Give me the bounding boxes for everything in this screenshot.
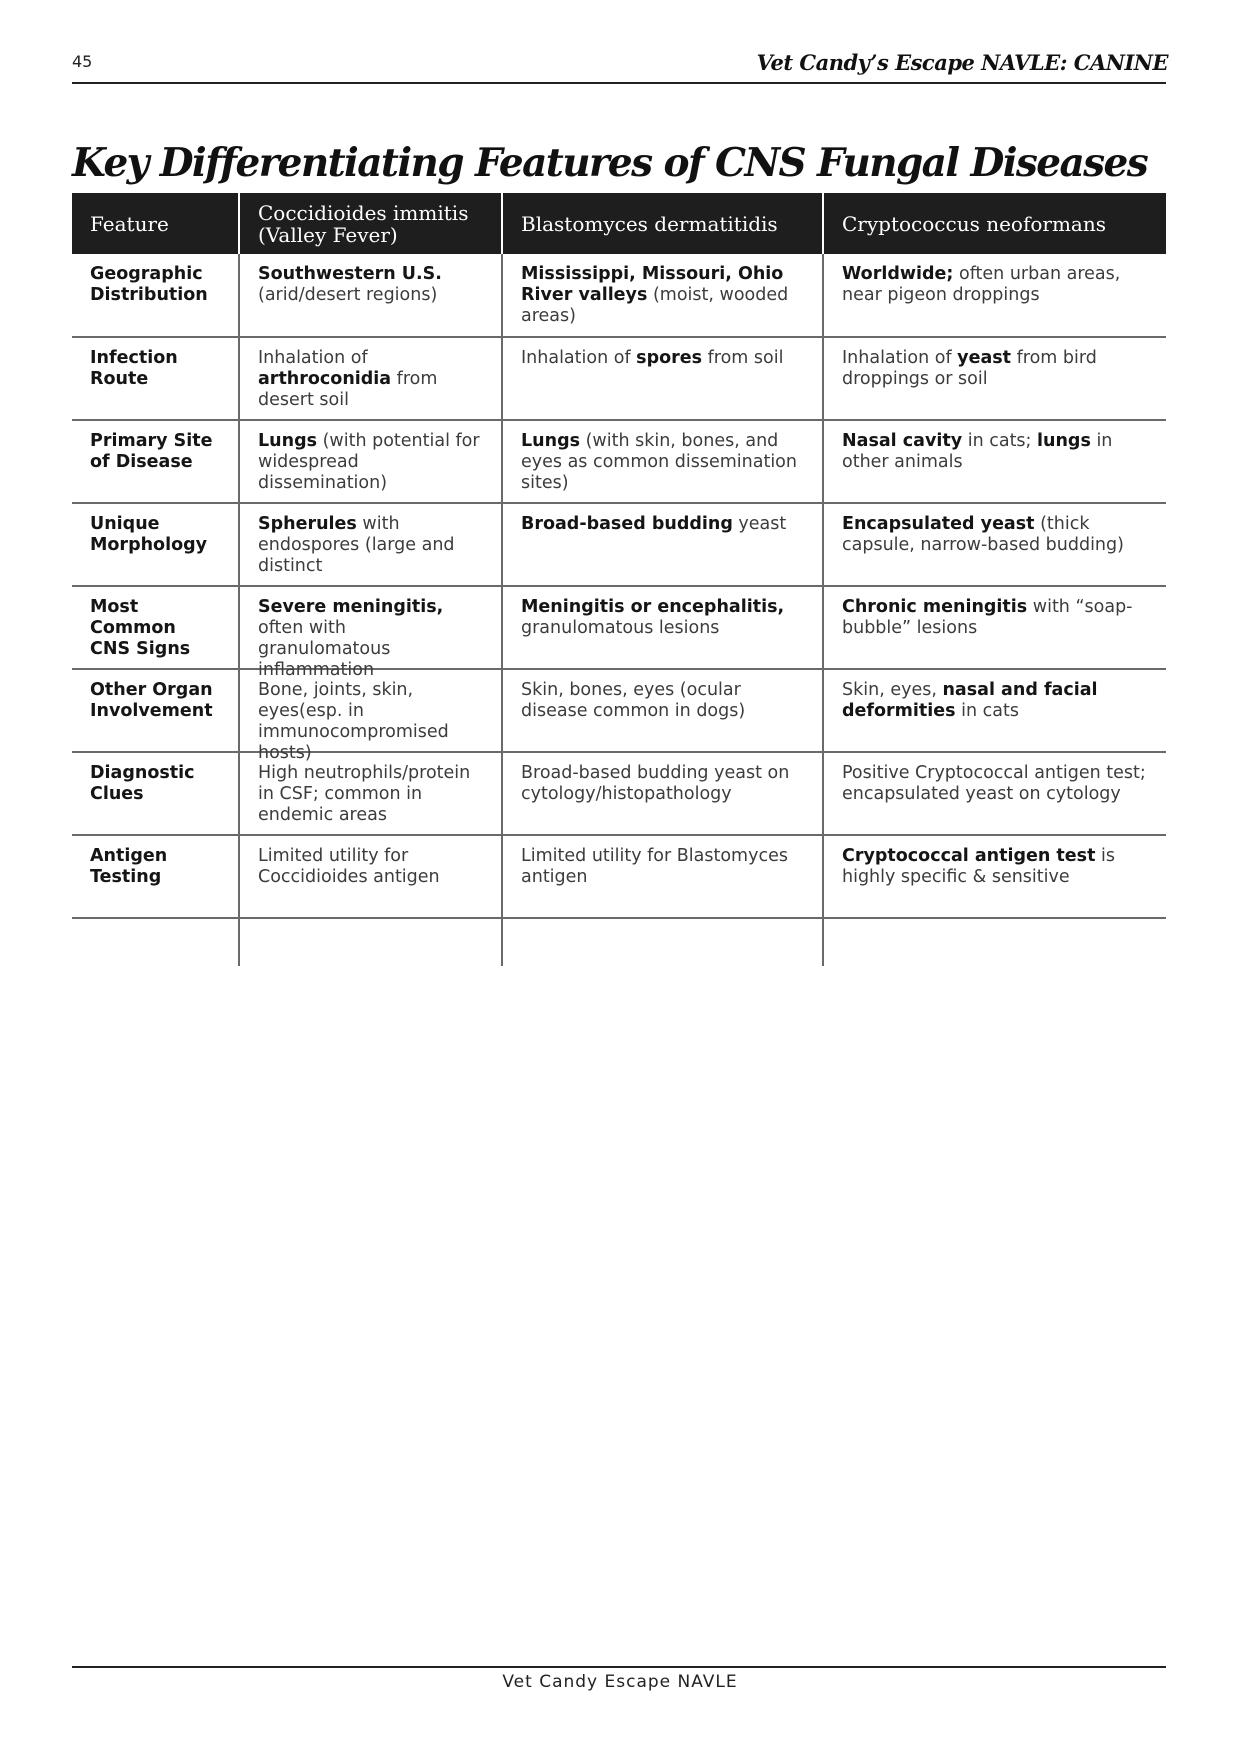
cell-text-segment: Skin, bones, eyes (ocular disease common in dogs) [521,680,746,721]
cell-cryptococcus [823,752,1166,835]
column-header-blastomyces: Blastomyces dermatitidis [502,193,823,254]
cell-text [258,763,483,826]
cell-text [258,431,483,494]
cell-blastomyces [502,420,823,503]
table-header-row [72,193,1166,254]
table-row [72,752,1166,835]
cell-text-segment: Broad-based budding yeast on cytology/histopathology [521,763,790,804]
cell-text [258,597,483,680]
cell-text-bold-segment: Broad-based budding [521,514,733,534]
cell-text-segment: (with skin, bones, and eyes as common dissemination sites) [521,431,797,493]
cell-coccidioides [239,586,502,680]
cell-text [521,348,804,369]
cell-text [842,846,1148,888]
cell-text [521,597,804,639]
cell-text [842,514,1148,556]
table-row [72,420,1166,503]
cell-coccidioides [239,669,502,763]
table-row [72,586,1166,669]
cell-text [258,846,483,888]
cell-feature: Primary Site of Disease [72,420,239,503]
cell-coccidioides [239,835,502,918]
table-empty-row [72,918,1166,966]
cell-text-bold-segment: yeast [957,348,1012,368]
cell-text-bold-segment: lungs [1037,431,1091,451]
cell-text-bold-segment: Mississippi, Missouri, Ohio River valleys [521,264,784,305]
cell-coccidioides [239,752,502,835]
cell-feature: Diagnostic Clues [72,752,239,835]
cell-text-segment: often with granulomatous inflammation [258,618,391,680]
cell-text-segment: Limited utility for Coccidioides antigen [258,846,440,887]
cell-text [258,514,483,577]
empty-cell [72,918,239,966]
running-header-title: Vet Candy’s Escape NAVLE: CANINE [756,50,1168,75]
cell-blastomyces [502,752,823,835]
cell-text [521,514,804,535]
cell-text [521,680,804,722]
cell-text [521,264,804,327]
cell-text-bold-segment: Southwestern U.S. [258,264,442,284]
cell-text [258,264,483,306]
table-row [72,669,1166,752]
cell-feature: Infection Route [72,337,239,420]
cell-blastomyces [502,586,823,669]
cell-feature: Geographic Distribution [72,254,239,337]
table-row [72,337,1166,420]
empty-cell [502,918,823,966]
cell-text [521,763,804,805]
cell-text-segment: from soil [702,348,784,368]
cell-text-segment: with “soap-bubble” lesions [842,597,1133,638]
cell-text [258,680,483,763]
footer-text: Vet Candy Escape NAVLE [502,1672,738,1692]
cell-text [521,846,804,888]
page-number: 45 [72,52,93,71]
table-row [72,835,1166,918]
cell-text-segment: (thick capsule, narrow-based budding) [842,514,1124,555]
cell-text-segment: Skin, eyes, [842,680,943,700]
cell-text-bold-segment: Spherules [258,514,357,534]
cell-text [842,348,1148,390]
column-header-feature: Feature [72,193,239,254]
cell-text-segment: Limited utility for Blastomyces antigen [521,846,788,887]
cell-feature: Antigen Testing [72,835,239,918]
cell-feature: Most Common CNS Signs [72,586,239,669]
footer-divider [72,1666,1166,1668]
cell-cryptococcus [823,503,1166,586]
empty-cell [823,918,1166,966]
table-body [72,254,1166,966]
fungal-comparison-table [72,193,1166,966]
cell-blastomyces [502,835,823,918]
cell-text-bold-segment: Chronic meningitis [842,597,1028,617]
header-divider [72,82,1166,84]
cell-cryptococcus [823,254,1166,337]
cell-text-segment: Positive Cryptococcal antigen test; encapsulated yeast on cytology [842,763,1146,804]
cell-feature: Unique Morphology [72,503,239,586]
cell-text [842,763,1148,805]
empty-cell [239,918,502,966]
column-header-coccidioides: Coccidioides immitis (Valley Fever) [239,193,502,254]
cell-text-bold-segment: Meningitis or encephalitis, [521,597,785,617]
cell-cryptococcus [823,337,1166,420]
cell-text-segment: often urban areas, near pigeon droppings [842,264,1121,305]
cell-text-segment: granulomatous lesions [521,618,720,638]
cell-text-bold-segment: nasal and facial deformities [842,680,1098,721]
cell-text-bold-segment: Severe meningitis, [258,597,444,617]
page-title: Key Differentiating Features of CNS Fungal Diseases [72,140,1148,186]
cell-text [842,680,1148,722]
cell-text-segment: in other animals [842,431,1113,472]
cell-blastomyces [502,669,823,752]
cell-coccidioides [239,503,502,586]
cell-text-segment: from desert soil [258,369,438,410]
cell-text [842,264,1148,306]
column-header-cryptococcus: Cryptococcus neoformans [823,193,1166,254]
cell-blastomyces [502,337,823,420]
cell-text-bold-segment: arthroconidia [258,369,392,389]
cell-text-bold-segment: Lungs [258,431,318,451]
cell-coccidioides [239,337,502,420]
cell-text-segment: Inhalation of [258,348,368,368]
cell-text-bold-segment: Worldwide; [842,264,954,284]
cell-cryptococcus [823,669,1166,752]
cell-coccidioides [239,254,502,337]
fungal-comparison-table-container [72,193,1166,966]
cell-text-bold-segment: Lungs [521,431,581,451]
cell-text-segment: Inhalation of [842,348,958,368]
cell-text-segment: Bone, joints, skin, eyes(esp. in immunocompromised hosts) [258,680,449,763]
table-row [72,503,1166,586]
cell-text-segment: yeast [732,514,787,534]
cell-text-bold-segment: spores [636,348,703,368]
cell-cryptococcus [823,420,1166,503]
cell-text-bold-segment: Nasal cavity [842,431,963,451]
cell-text-segment: Inhalation of [521,348,637,368]
cell-text-segment: (with potential for widespread dissemination) [258,431,480,493]
cell-blastomyces [502,254,823,337]
cell-text-segment: in cats; [962,431,1038,451]
cell-text-segment: from bird droppings or soil [842,348,1097,389]
table-row [72,254,1166,337]
cell-text-bold-segment: Cryptococcal antigen test [842,846,1096,866]
cell-text [521,431,804,494]
cell-text-segment: High neutrophils/protein in CSF; common in endemic areas [258,763,471,825]
cell-cryptococcus [823,586,1166,669]
cell-text-segment: (moist, wooded areas) [521,285,789,326]
cell-blastomyces [502,503,823,586]
cell-text-bold-segment: Encapsulated yeast [842,514,1035,534]
cell-text-segment: (arid/desert regions) [258,285,438,305]
cell-coccidioides [239,420,502,503]
cell-cryptococcus [823,835,1166,918]
cell-text [842,597,1148,639]
cell-text-segment: with endospores (large and distinct [258,514,455,576]
cell-text-segment: is highly specific & sensitive [842,846,1115,887]
cell-text [842,431,1148,473]
cell-feature: Other Organ Involvement [72,669,239,752]
cell-text-segment: in cats [955,701,1019,721]
cell-text [258,348,483,411]
